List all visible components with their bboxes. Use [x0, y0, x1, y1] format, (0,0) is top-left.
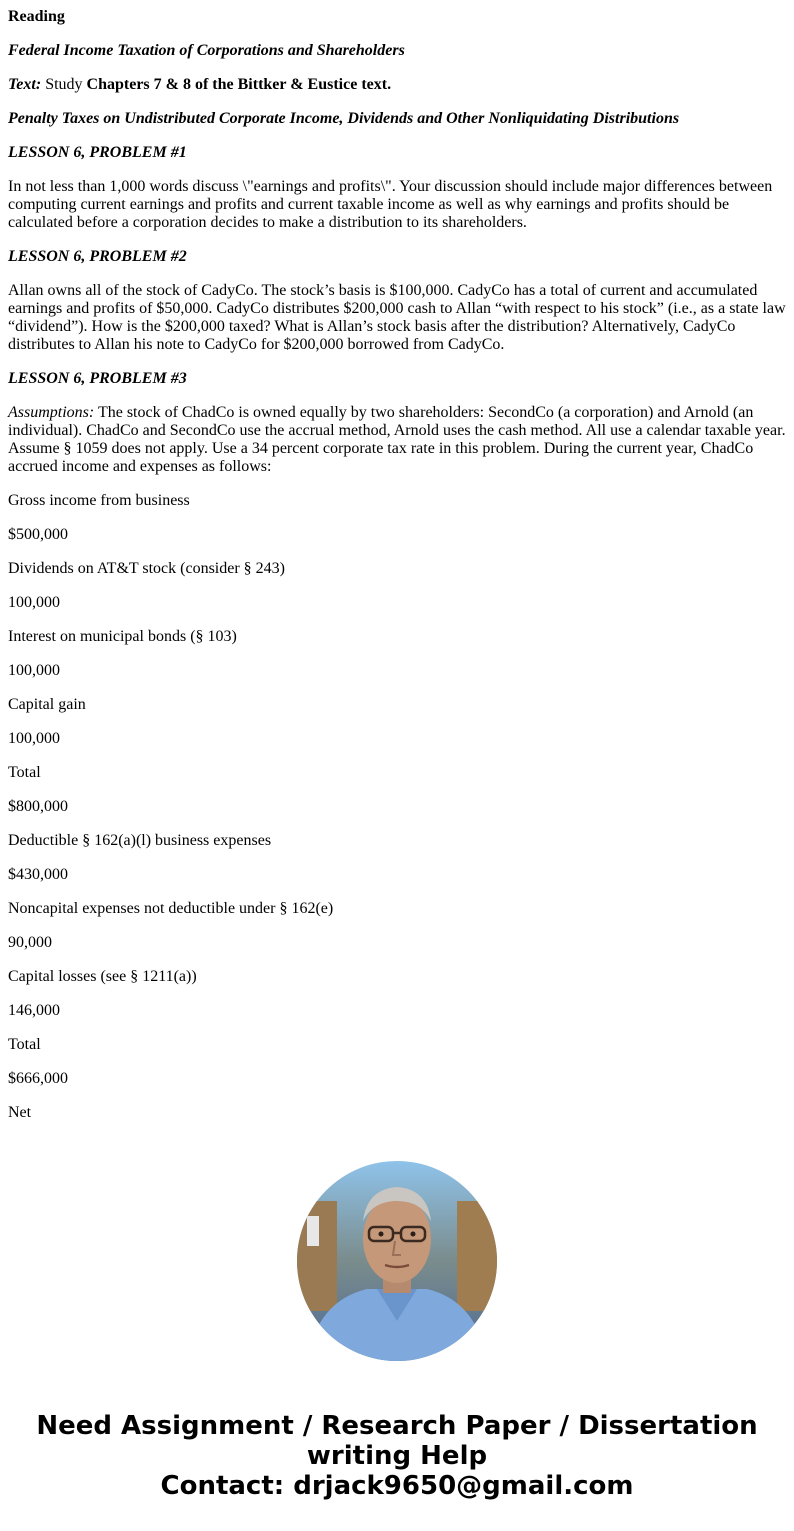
problem-2-title: LESSON 6, PROBLEM #2 — [8, 248, 187, 265]
ledger-line: Gross income from business — [8, 492, 190, 509]
footer-line-1: Need Assignment / Research Paper / Dissertation — [36, 1411, 758, 1441]
course-title: Federal Income Taxation of Corporations and Shareholders — [8, 42, 405, 59]
ledger-line: Noncapital expenses not deductible under § 162(e) — [8, 900, 334, 917]
ledger-line: Capital losses (see § 1211(a)) — [8, 968, 197, 985]
text-line — [8, 76, 786, 94]
problem-3-title: LESSON 6, PROBLEM #3 — [8, 370, 187, 387]
text-chapters: Chapters 7 & 8 of the Bittker & Eustice text. — [86, 76, 392, 93]
ledger-line: Total — [8, 1036, 41, 1053]
ledger-line: $500,000 — [8, 526, 68, 543]
ledger-line: Total — [8, 764, 41, 781]
problem-3-body — [8, 404, 786, 476]
problem-2-body: Allan owns all of the stock of CadyCo. The stock’s basis is $100,000. CadyCo has a total of current and accumulated earnings and profits of $50,000. CadyCo distributes $200,000 cash to Allan “with respect to his stock” (i.e., as a state law “dividend”). How is the $200,000 taxed? What is Allan’s stock basis after the distribution? Alternatively, CadyCo distributes to Allan his note to CadyCo for $200,000 borrowed from CadyCo. — [8, 282, 786, 353]
document-body — [0, 8, 794, 1122]
author-portrait-icon — [297, 1161, 497, 1361]
assumptions-label: Assumptions: — [8, 404, 95, 421]
ledger-line: Interest on municipal bonds (§ 103) — [8, 628, 237, 645]
problem-1-title: LESSON 6, PROBLEM #1 — [8, 144, 187, 161]
topic-title: Penalty Taxes on Undistributed Corporate Income, Dividends and Other Nonliquidating Distributions — [8, 110, 680, 127]
text-label: Text: — [8, 76, 42, 93]
ledger-line: $800,000 — [8, 798, 68, 815]
ledger-line: 100,000 — [8, 662, 60, 679]
ledger-line: 100,000 — [8, 730, 60, 747]
author-avatar — [297, 1161, 497, 1361]
ledger-line: 90,000 — [8, 934, 52, 951]
reading-heading: Reading — [8, 8, 65, 25]
ledger-line: Deductible § 162(a)(l) business expenses — [8, 832, 272, 849]
ledger-line: Capital gain — [8, 696, 86, 713]
ledger-line: $666,000 — [8, 1070, 68, 1087]
ledger-line: 100,000 — [8, 594, 60, 611]
ledger-line: 146,000 — [8, 1002, 60, 1019]
footer-contact: Contact: drjack9650@gmail.com — [160, 1471, 634, 1501]
ledger-line: Net — [8, 1104, 32, 1121]
footer-banner — [0, 1411, 794, 1501]
assumptions-text: The stock of ChadCo is owned equally by two shareholders: SecondCo (a corporation) and Arnold (an individual). ChadCo and SecondCo use the accrual method, Arnold uses the cash method. All use a calendar taxable year. Assume § 1059 does not apply. Use a 34 percent corporate tax rate in this problem. During the current year, ChadCo accrued income and expenses as follows: — [8, 404, 786, 475]
text-study: Study — [45, 76, 83, 93]
ledger-line: $430,000 — [8, 866, 68, 883]
problem-1-body: In not less than 1,000 words discuss \"earnings and profits\". Your discussion should include major differences between computing current earnings and profits and current taxable income as well as why earnings and profits should be calculated before a corporation decides to make a distribution to its shareholders. — [8, 178, 773, 231]
ledger-line: Dividends on AT&T stock (consider § 243) — [8, 560, 286, 577]
footer-line-2: writing Help — [306, 1441, 488, 1471]
